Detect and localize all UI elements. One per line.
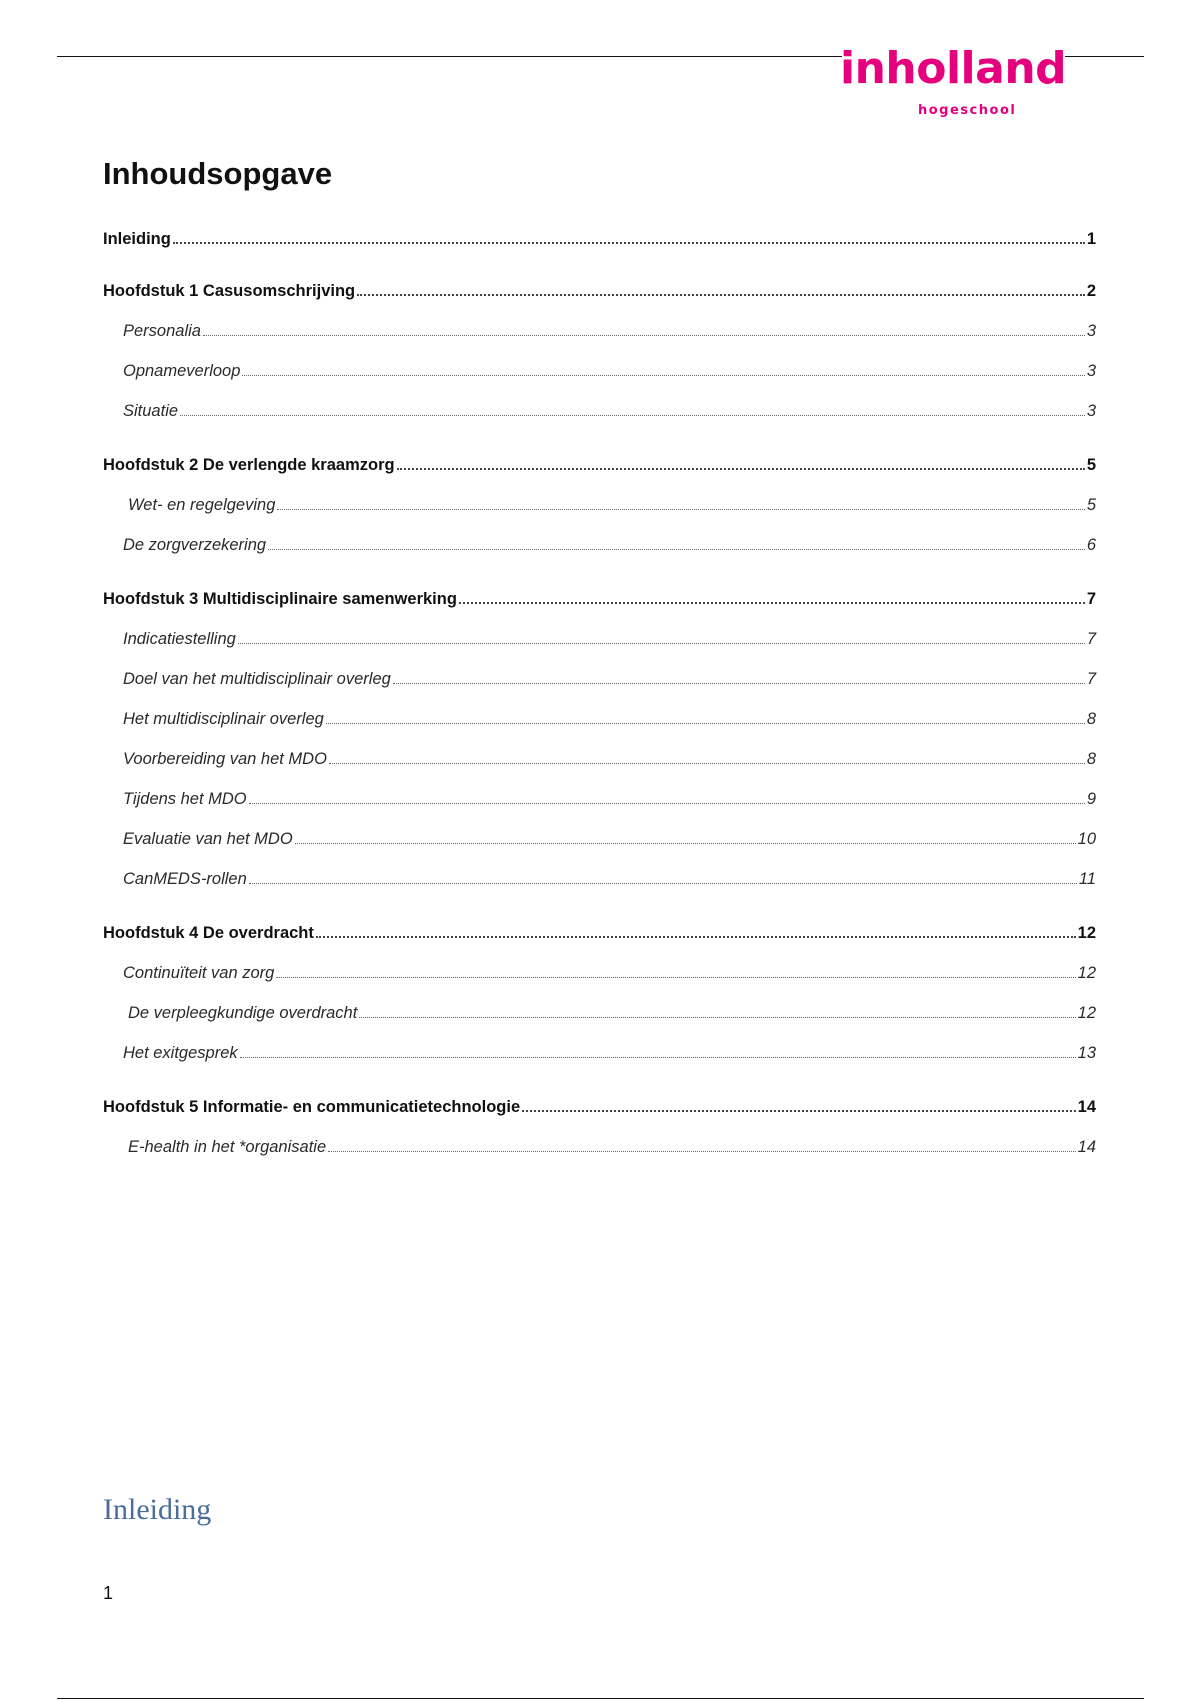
toc-entry-page: 3 [1086,402,1096,420]
toc-entry-page: 11 [1078,870,1096,888]
dot-leader [357,294,1085,296]
header-rule-left [57,56,842,57]
dot-leader [276,977,1075,978]
toc-entry-label: Opnameverloop [123,362,241,380]
toc-entry-page: 9 [1086,790,1096,808]
section-heading: Inleiding [103,1493,212,1526]
toc-entry-page: 6 [1086,536,1096,554]
toc-entry[interactable] [103,1039,1096,1063]
toc-entry-page: 8 [1086,710,1096,728]
toc-entry-page: 12 [1077,924,1096,942]
dot-leader [328,1151,1076,1152]
dot-leader [238,643,1085,644]
toc-entry[interactable] [103,225,1096,249]
toc-entry-label: Hoofdstuk 3 Multidisciplinaire samenwerking [103,590,457,608]
dot-leader [393,683,1085,684]
toc-entry[interactable] [103,317,1096,341]
dot-leader [180,415,1085,416]
toc-entry-label: De verpleegkundige overdracht [128,1004,358,1022]
toc-entry[interactable] [103,625,1096,649]
logo-wordmark: inholland [840,43,1067,94]
dot-leader [173,242,1085,244]
toc-entry-page: 12 [1077,964,1096,982]
dot-leader [459,602,1085,604]
toc-entry-label: Hoofdstuk 1 Casusomschrijving [103,282,356,300]
toc-entry-page: 12 [1077,1004,1096,1022]
toc-entry[interactable] [103,705,1096,729]
dot-leader [326,723,1085,724]
toc-entry[interactable] [103,1133,1096,1157]
toc-entry[interactable] [103,785,1096,809]
toc-entry-label: Indicatiestelling [123,630,236,648]
toc-entry-label: Voorbereiding van het MDO [123,750,327,768]
footer-rule [57,1698,1144,1699]
dot-leader [295,843,1076,844]
logo-subtitle: hogeschool [918,103,1017,118]
toc-entry-page: 14 [1077,1138,1096,1156]
toc-entry-page: 5 [1086,456,1096,474]
toc-entry[interactable] [103,745,1096,769]
toc-entry[interactable] [103,491,1096,515]
toc-entry[interactable] [103,277,1096,301]
toc-entry[interactable] [103,585,1096,609]
toc-entry-label: Wet- en regelgeving [128,496,276,514]
toc-entry-page: 7 [1086,670,1096,688]
toc-entry-page: 3 [1086,322,1096,340]
toc-entry-page: 10 [1077,830,1096,848]
toc-entry-label: Het exitgesprek [123,1044,238,1062]
dot-leader [522,1110,1076,1112]
dot-leader [277,509,1084,510]
toc-entry-label: Hoofdstuk 4 De overdracht [103,924,314,942]
toc-entry-label: CanMEDS-rollen [123,870,247,888]
toc-entry[interactable] [103,397,1096,421]
dot-leader [268,549,1085,550]
toc-entry-label: Continuïteit van zorg [123,964,275,982]
header-rule-right [1065,56,1144,57]
toc-entry-label: De zorgverzekering [123,536,267,554]
toc-entry-label: Hoofdstuk 2 De verlengde kraamzorg [103,456,395,474]
toc-title: Inhoudsopgave [103,156,333,191]
dot-leader [397,468,1085,470]
dot-leader [359,1017,1075,1018]
dot-leader [249,803,1085,804]
toc-entry-label: Inleiding [103,230,171,248]
toc-entry-label: Situatie [123,402,179,420]
toc-entry[interactable] [103,865,1096,889]
toc-entry-page: 2 [1086,282,1096,300]
toc-entry[interactable] [103,357,1096,381]
toc-entry-label: Tijdens het MDO [123,790,247,808]
toc-entry-page: 7 [1086,590,1096,608]
toc-entry-page: 3 [1086,362,1096,380]
toc-entry-page: 8 [1086,750,1096,768]
toc-entry-label: Hoofdstuk 5 Informatie- en communicatietechnologie [103,1098,521,1116]
toc-entry[interactable] [103,825,1096,849]
toc-entry-page: 5 [1086,496,1096,514]
toc-entry-page: 13 [1077,1044,1096,1062]
toc-entry[interactable] [103,531,1096,555]
dot-leader [316,936,1076,938]
toc-entry[interactable] [103,999,1096,1023]
toc-entry-label: Het multidisciplinair overleg [123,710,324,728]
toc-entry-label: Evaluatie van het MDO [123,830,293,848]
toc-entry-page: 1 [1086,230,1096,248]
dot-leader [240,1057,1076,1058]
toc-entry[interactable] [103,919,1096,943]
toc-entry-label: Personalia [123,322,201,340]
dot-leader [203,335,1085,336]
toc-entry[interactable] [103,665,1096,689]
toc-entry-label: E-health in het *organisatie [128,1138,327,1156]
toc-entry[interactable] [103,959,1096,983]
toc-entry-page: 14 [1077,1098,1096,1116]
toc-entry-label: Doel van het multidisciplinair overleg [123,670,391,688]
toc-entry[interactable] [103,1093,1096,1117]
page-number: 1 [103,1583,114,1603]
toc-entry-page: 7 [1086,630,1096,648]
dot-leader [329,763,1085,764]
inholland-logo [840,43,1070,125]
dot-leader [242,375,1084,376]
dot-leader [249,883,1077,884]
toc-entry[interactable] [103,451,1096,475]
